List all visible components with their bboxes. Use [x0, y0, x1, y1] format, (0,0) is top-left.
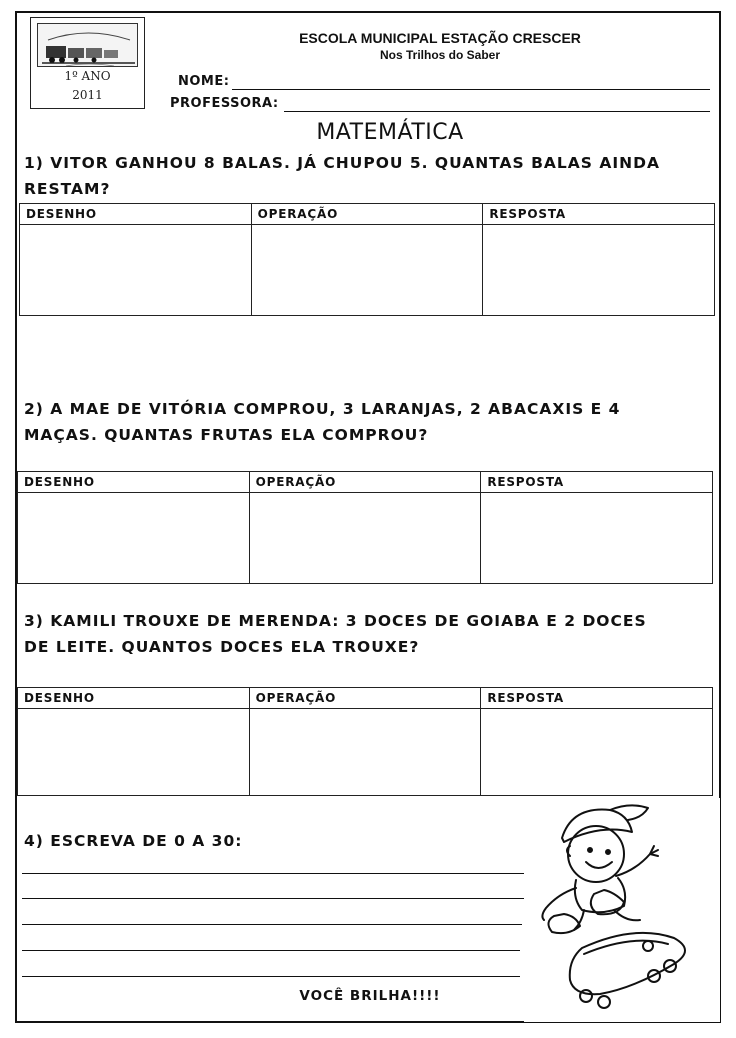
writing-line-4[interactable] [22, 950, 520, 951]
question-2-line-2: MAÇAS. QUANTAS FRUTAS ELA COMPROU? [24, 426, 429, 444]
question-3-line-1: 3) KAMILI TROUXE DE MERENDA: 3 DOCES DE GOIABA E 2 DOCES [24, 612, 647, 630]
question-3-line-2: DE LEITE. QUANTOS DOCES ELA TROUXE? [24, 638, 420, 656]
footer-message: VOCÊ BRILHA!!!! [299, 988, 441, 1004]
header-answer: RESPOSTA [481, 472, 713, 493]
teacher-line[interactable] [284, 111, 710, 112]
teacher-label: PROFESSORA: [170, 96, 279, 111]
question-1-line-1: 1) VITOR GANHOU 8 BALAS. JÁ CHUPOU 5. QUANTAS BALAS AINDA [24, 154, 660, 172]
header-operation: OPERAÇÃO [249, 688, 481, 709]
cell-drawing[interactable] [20, 225, 252, 316]
answer-table-2 [17, 471, 713, 584]
name-line[interactable] [232, 89, 710, 90]
question-4 [24, 828, 714, 854]
header-operation: OPERAÇÃO [251, 204, 483, 225]
cell-operation[interactable] [249, 709, 481, 796]
school-name: ESCOLA MUNICIPAL ESTAÇÃO CRESCER [299, 30, 581, 46]
school-logo [30, 17, 145, 109]
cell-operation[interactable] [251, 225, 483, 316]
question-1-line-2: RESTAM? [24, 180, 111, 198]
header-drawing: DESENHO [18, 688, 250, 709]
cell-answer[interactable] [483, 225, 715, 316]
answer-table-3 [17, 687, 713, 796]
question-2-line-1: 2) A MAE DE VITÓRIA COMPROU, 3 LARANJAS, 2 ABACAXIS E 4 [24, 400, 621, 418]
logo-year: 2011 [72, 88, 103, 102]
header-drawing: DESENHO [18, 472, 250, 493]
writing-line-3[interactable] [22, 924, 522, 925]
writing-line-1[interactable] [22, 873, 524, 874]
cell-operation[interactable] [249, 493, 481, 584]
cell-answer[interactable] [481, 709, 713, 796]
name-label: NOME: [178, 74, 230, 89]
question-3 [24, 608, 714, 660]
writing-line-5[interactable] [22, 976, 520, 977]
school-motto: Nos Trilhos do Saber [379, 48, 501, 62]
answer-table-1 [19, 203, 715, 316]
question-2 [24, 396, 714, 448]
writing-line-2[interactable] [22, 898, 524, 899]
header-answer: RESPOSTA [483, 204, 715, 225]
cell-drawing[interactable] [18, 493, 250, 584]
header-answer: RESPOSTA [481, 688, 713, 709]
logo-grade: 1º ANO [64, 69, 111, 83]
question-4-line-1: 4) ESCREVA DE 0 A 30: [24, 832, 243, 850]
page-title: MATEMÁTICA [316, 120, 464, 145]
cell-drawing[interactable] [18, 709, 250, 796]
cell-answer[interactable] [481, 493, 713, 584]
header-drawing: DESENHO [20, 204, 252, 225]
header-operation: OPERAÇÃO [249, 472, 481, 493]
question-1 [24, 150, 714, 202]
train-logo-icon [37, 23, 138, 67]
